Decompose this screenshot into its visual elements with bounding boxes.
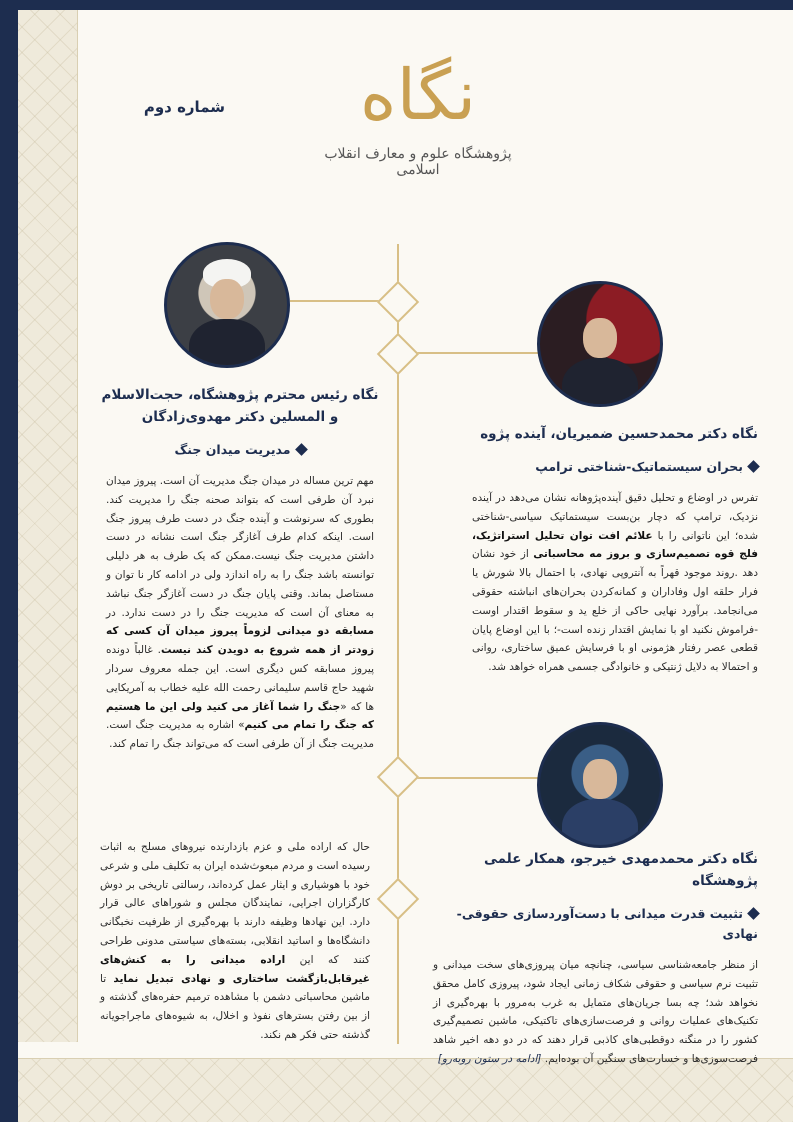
article-heading: نگاه رئیس محترم پژوهشگاه، حجت‌الاسلام و المسلین دکتر مهدوی‌زادگان [101, 387, 379, 425]
logo-subtitle: پژوهشگاه علوم و معارف انقلاب اسلامی [324, 146, 512, 178]
face-shape [583, 318, 617, 359]
article-body [472, 489, 758, 677]
body-part: » اشاره به مدیریت جنگ است. مدیریت جنگ از آن طرفی است که می‌تواند جنگ را تمام کند. [106, 719, 374, 751]
body-bold: مسابقه دو میدانی لزوماً پیروز میدان آن کسی که زودتر از همه شروع به دویدن کند نیست [106, 625, 375, 657]
article-body [106, 472, 374, 754]
body-part: از خود نشان دهد .روند موجود قهراً به آنتروپی نهادی، با احتمال بالا شورش یا فرار حلقه اول وفاداران و کمانه‌کردن بحران‌های انباشته حقوقی می‌انجامد. برآورد نهایی حاکی از خلع ید و سقوط اقتدار اوست -فراموش نکنید او با نمایش اقتدار زنده است-؛ با این اوضاع پایان قطعی عصر رفتار هژمونی او با فرسایش عمیق ساختاری، روانی و احتمالا به دلایل ژنتیکی و خانوادگی جسمی همراه خواهد شد. [472, 548, 758, 674]
logo-title: نگاه [359, 54, 477, 136]
body-part: تفرس در اوضاع و تحلیل دقیق آینده‌پژوهانه نشان می‌دهد در آینده نزدیک، ترامپ که دچار بن‌بست سیستماتیک سیاسی-شناختی شده؛ این ناتوانی را با [472, 492, 758, 542]
issue-number: شماره دوم [143, 98, 225, 116]
body-bold: علائم افت توان تحلیل استراتژیک، فلج قوه تصمیم‌سازی و بروز مه محاسباتی [472, 529, 758, 561]
subheading-text: بحران سیستماتیک-شناختی ترامپ [535, 459, 743, 474]
connector-right-bottom [398, 777, 538, 779]
ornament-knot [377, 281, 419, 323]
top-border [0, 0, 793, 10]
face-shape [210, 279, 244, 320]
body-part: تا ماشین محاسباتی دشمن با مشاهده ترمیم حفره‌های گذشته و از بین رفتن بسترهای نفوذ و اخلال، به شیوه‌های ماجراجویانه گذشته حتی فکر هم نکند. [100, 972, 370, 1041]
article-subheading [100, 440, 380, 460]
ornament-knot [377, 756, 419, 798]
article-heading: نگاه دکتر محمدمهدی خیرجو، همکار علمی پژوهشگاه [483, 851, 758, 889]
article-subheading [428, 904, 758, 944]
body-bold: جنگ را شما آغاز می کنید ولی این ما هستیم که جنگ را تمام می کنیم [106, 700, 374, 732]
body-part: مهم ترین مساله در میدان جنگ مدیریت آن است. پیروز میدان نبرد آن طرفی است که بتواند صحنه جنگ را مدیریت کند. بطوری که سرنوشت و آینده جنگ در دست طرف پیروز جنگ است. اینکه کدام طرف آغازگر جنگ است نشانه در دست داشتن مدیریت جنگ نیست.ممکن که یک طرف به هر دلیلی توانسته باشد جنگ را به راه اندازد ولی در ادامه کار نا توان و مستاصل بماند. وقتی پایان جنگ در دست آغازگر جنگ نباشد به معنای آن است که مدیریت جنگ را در دست ندارد. در [106, 475, 374, 619]
diamond-bullet-icon [747, 907, 760, 920]
ornament-knot [377, 878, 419, 920]
subheading-text: مدیریت میدان جنگ [174, 442, 291, 457]
article-subheading [468, 457, 758, 477]
diamond-bullet-icon [747, 460, 760, 473]
body-bold: اراده میدانی را به کنش‌های غیرقابل‌بازگشت ساختاری و نهادی تبدیل نماید [100, 953, 370, 985]
continuation-note: [ادامه در ستون روبه‌رو] [437, 1052, 542, 1065]
body-shape [562, 358, 639, 407]
body-shape [562, 799, 639, 848]
subheading-text: تثبیت قدرت میدانی با دست‌آوردسازی حقوقی-نهادی [456, 906, 758, 941]
logo [318, 50, 518, 190]
body-shape [189, 319, 266, 368]
article-left-top [100, 384, 380, 754]
article-body [100, 838, 370, 1045]
body-part: . غالباً دونده پیروز مسابقه کس دیگری است. این جمله معروف سردار شهید حاج قاسم سلیمانی رحمت الله علیه خطاب به آمریکایی ها که « [106, 644, 374, 713]
article-left-bottom [100, 838, 370, 1045]
article-body [433, 956, 758, 1069]
face-shape [583, 759, 617, 800]
article-right-bottom [428, 848, 758, 1069]
ornament-knot [377, 333, 419, 375]
article-heading: نگاه دکتر محمدحسین ضمیریان، آینده پژوه [480, 426, 758, 442]
left-border [0, 0, 18, 1122]
article-right-top [468, 423, 758, 677]
body-part: از منظر جامعه‌شناسی سیاسی، چنانچه میان پیروزی‌های سخت میدانی و تثبیت نرم سیاسی و حقوقی شکاف زمانی ایجاد شود، پیروزی کامل محقق نخواهد شد؛ چه بسا جریان‌های متمایل به غرب به‌مرور با بهره‌گیری از تکنیک‌های عملیات روانی و فرصت‌سازی‌های تاکتیکی، ماشین تصمیم‌گیری کشور را در منگنه دوقطبی‌های کاذبی قرار دهند که در دو دهه اخیر شاهد فرصت‌سوزی‌ها و خسارت‌های سنگین آن بوده‌ایم. [433, 959, 758, 1065]
side-ornament [18, 10, 78, 1042]
body-part: حال که اراده ملی و عزم بازدارنده نیروهای مسلح به اثبات رسیده است و مردم مبعوث‌شده ایران به تکلیف ملی و شرعی خود با هوشیاری و ایثار عمل کرده‌اند، رسالتی تاریخی بر دوش کارگزاران اجرایی، نمایندگان مجلس و شوراهای عالی قرار دارد. این نهادها وظیفه دارند با بهره‌گیری از ظرفیت نخبگانی دانشگاه‌ها و اساتید انقلابی، بسته‌های سیاستی مدونی طراحی کنند که این [100, 841, 370, 966]
avatar-mahdavizadegan [164, 242, 290, 368]
diamond-bullet-icon [295, 443, 308, 456]
avatar-kheirjou [537, 722, 663, 848]
avatar-zamirian [537, 281, 663, 407]
